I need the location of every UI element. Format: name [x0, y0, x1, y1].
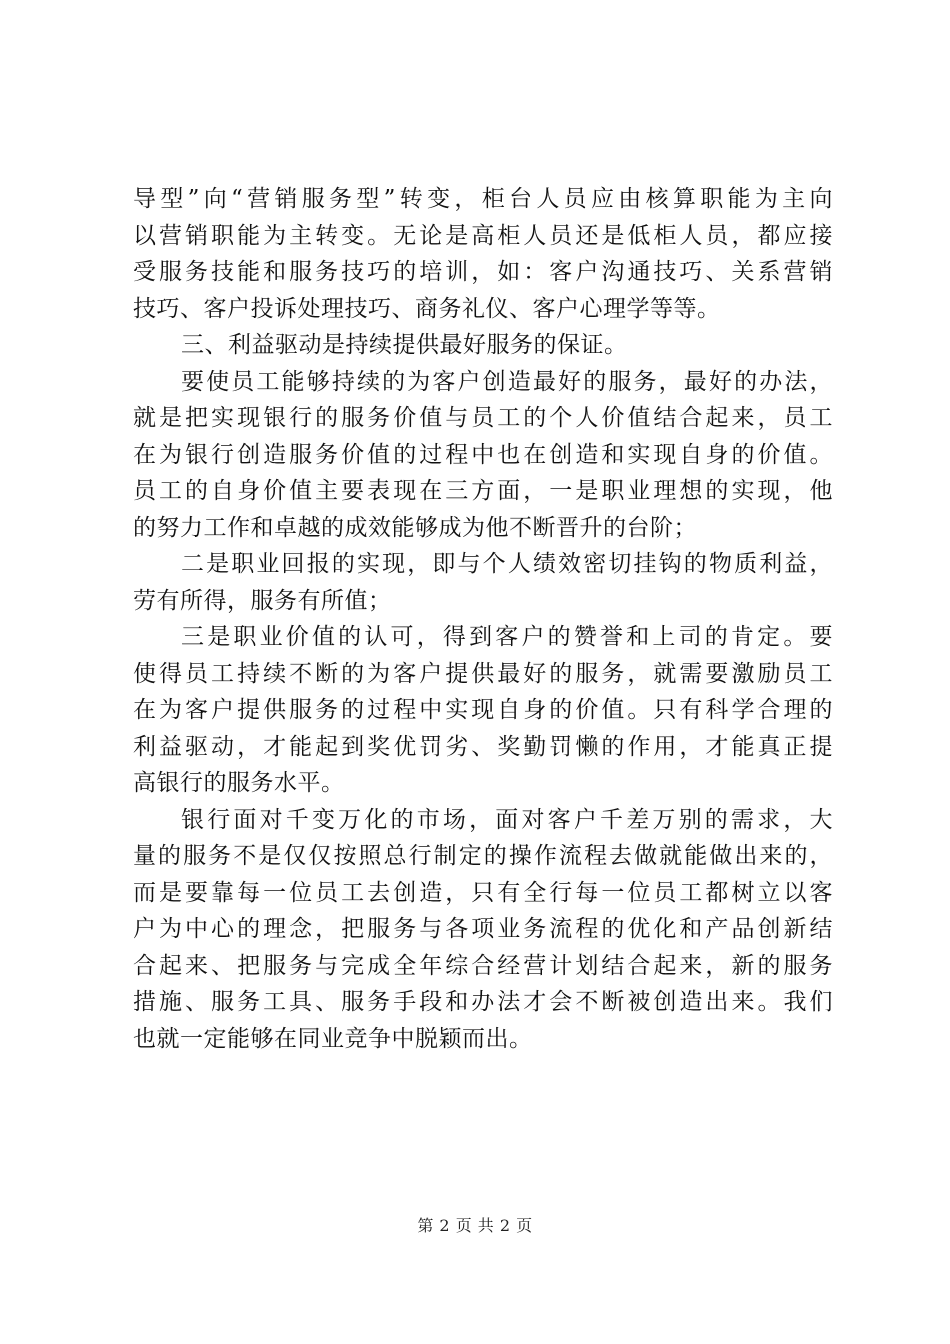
text-line: 二是职业回报的实现，即与个人绩效密切挂钩的物质利益， [181, 551, 833, 577]
text-line: 在为客户提供服务的过程中实现自身的价值。只有科学合理的 [133, 697, 833, 723]
text-line: 以营销职能为主转变。无论是高柜人员还是低柜人员，都应接 [133, 222, 833, 249]
text-line: 在为银行创造服务价值的过程中也在创造和实现自身的价值。 [133, 441, 833, 468]
text-line: 三是职业价值的认可，得到客户的赞誉和上司的肯定。要 [181, 624, 833, 650]
text-line: 措施、服务工具、服务手段和办法才会不断被创造出来。我们 [133, 989, 833, 1015]
text-line: 受服务技能和服务技巧的培训，如：客户沟通技巧、关系营销 [133, 259, 833, 285]
body-text [133, 181, 833, 1057]
text-line: 技巧、客户投诉处理技巧、商务礼仪、客户心理学等等。 [133, 295, 721, 322]
text-line: 就是把实现银行的服务价值与员工的个人价值结合起来，员工 [133, 405, 833, 431]
text-line: 利益驱动，才能起到奖优罚劣、奖勤罚懒的作用，才能真正提 [133, 733, 833, 760]
text-line: 劳有所得，服务有所值； [133, 587, 392, 614]
text-line: 高银行的服务水平。 [133, 770, 345, 796]
text-line: 使得员工持续不断的为客户提供最好的服务，就需要激励员工 [133, 660, 833, 687]
text-line: 也就一定能够在同业竞争中脱颖而出。 [133, 1025, 533, 1052]
text-line: 员工的自身价值主要表现在三方面，一是职业理想的实现，他 [133, 478, 833, 504]
text-line: 银行面对千变万化的市场，面对客户千差万别的需求，大 [181, 806, 833, 833]
text-line: 导型”向“营销服务型”转变，柜台人员应由核算职能为主向 [133, 186, 833, 212]
text-line: 的努力工作和卓越的成效能够成为他不断晋升的台阶； [133, 514, 697, 541]
text-line: 而是要靠每一位员工去创造，只有全行每一位员工都树立以客 [133, 879, 833, 906]
page-footer: 第 2 页 共 2 页 [417, 1216, 533, 1235]
text-line: 量的服务不是仅仅按照总行制定的操作流程去做就能做出来的， [133, 843, 833, 869]
text-line: 户为中心的理念，把服务与各项业务流程的优化和产品创新结 [133, 916, 833, 942]
text-line: 合起来、把服务与完成全年综合经营计划结合起来，新的服务 [133, 952, 833, 979]
section-heading: 三、利益驱动是持续提供最好服务的保证。 [181, 332, 628, 358]
text-line: 要使员工能够持续的为客户创造最好的服务，最好的办法， [181, 368, 833, 395]
